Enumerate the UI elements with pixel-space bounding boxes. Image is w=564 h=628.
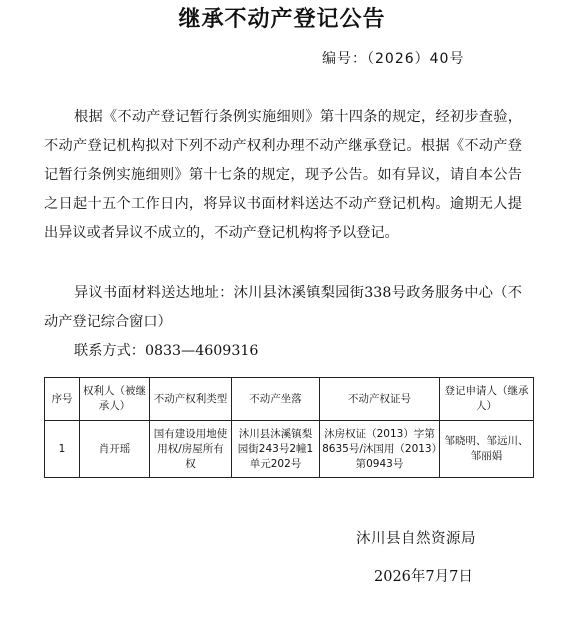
registration-table (44, 377, 534, 478)
contact-paragraph: 联系方式：0833—4609316 (74, 343, 259, 359)
header-applicant: 登记申请人（继承人） (440, 378, 534, 421)
header-location: 不动产坐落 (232, 378, 320, 421)
cell-right-type: 国有建设用地使用权/房屋所有权 (150, 421, 232, 478)
header-right-type: 不动产权利类型 (150, 378, 232, 421)
notice-title: 继承不动产登记公告 (178, 7, 386, 32)
cell-location: 沐川县沐溪镇梨园街243号2幢1单元202号 (232, 421, 320, 478)
cell-applicant: 邹晓明、邹远川、邹丽娟 (440, 421, 534, 478)
cell-certificate-number: 沐房权证（2013）字第8635号/沐国用（2013）第0943号 (320, 421, 440, 478)
notice-body-paragraph: 根据《不动产登记暂行条例实施细则》第十四条的规定，经初步查验，不动产登记机构拟对下列不动产权利办理不动产继承登记。根据《不动产登记暂行条例实施细则》第十七条的规定，现予公告。如有异议，请自本公告之日起十五个工作日内，将异议书面材料送达不动产登记机构。逾期无人提出异议或者异议不成立的，不动产登记机构将予以登记。 (44, 109, 522, 241)
header-certificate-number: 不动产权证号 (320, 378, 440, 421)
table-row (45, 421, 534, 478)
table-header-row (45, 378, 534, 421)
issue-date: 2026年7月7日 (374, 569, 473, 585)
header-right-holder: 权利人（被继承人） (80, 378, 150, 421)
header-serial: 序号 (45, 378, 80, 421)
cell-right-holder: 肖开瑶 (80, 421, 150, 478)
issuing-organization: 沐川县自然资源局 (356, 531, 476, 547)
objection-address-paragraph: 异议书面材料送达地址：沐川县沐溪镇梨园街338号政务服务中心（不动产登记综合窗口） (44, 285, 522, 330)
cell-serial: 1 (45, 421, 80, 478)
document-number: 编号：（2026）40号 (322, 51, 465, 67)
